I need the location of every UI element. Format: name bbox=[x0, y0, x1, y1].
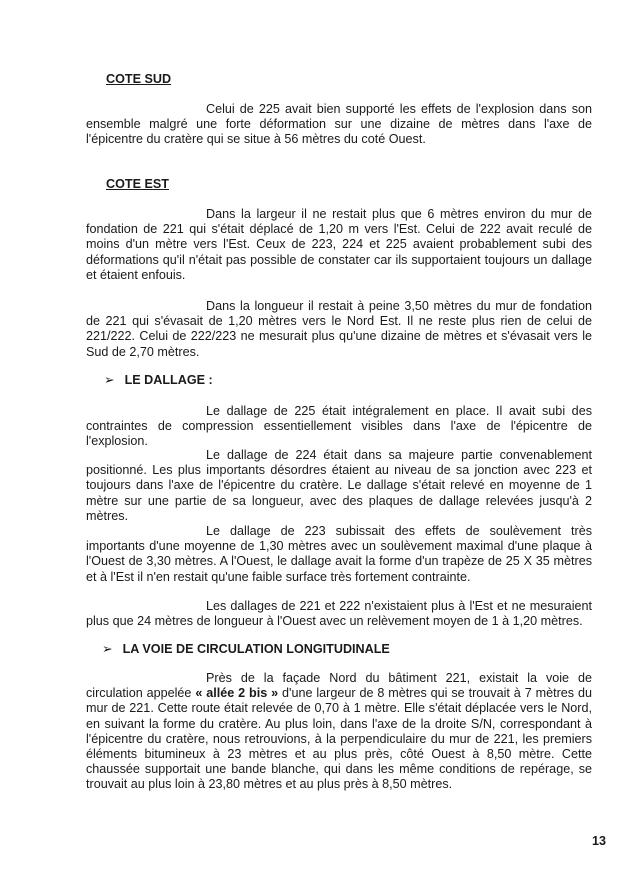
cote-est-block-1 bbox=[86, 207, 592, 283]
dallage-paragraph-4: Les dallages de 221 et 222 n'existaient plus à l'Est et ne mesuraient plus que 24 mètres de longueur à l'Ouest avec un relèvement moyen de 1 à 1,20 mètres. bbox=[86, 599, 592, 629]
heading-dallage bbox=[104, 372, 213, 387]
voie-text-start: Près de la façade Nord du bâtiment 221, existait la voie de circulation appelée bbox=[86, 671, 592, 701]
dallage-paragraph-3: Le dallage de 223 subissait des effets de soulèvement très importants d'une moyenne de 1,30 mètres avec un soulèvement maximal d'une plaque à l'Ouest de 3,30 mètres. A l'Ouest, le dallage avait la forme d'un trapèze de 25 X 35 mètres et à l'Est il n'en restait qu'une faible surface très fortement contrainte. bbox=[86, 524, 592, 584]
heading-cote-est: COTE EST bbox=[106, 177, 169, 191]
heading-cote-sud: COTE SUD bbox=[106, 72, 172, 86]
dallage-block-2 bbox=[86, 448, 592, 524]
arrow-bullet-icon: ➢ bbox=[104, 373, 115, 387]
voie-block bbox=[86, 671, 592, 793]
allee-2-bis-label: « allée 2 bis » bbox=[195, 686, 279, 701]
dallage-block-1 bbox=[86, 404, 592, 450]
cote-est-paragraph-1: Dans la largeur il ne restait plus que 6 mètres environ du mur de fondation de 221 qui s'était déplacé de 1,20 m vers l'Est. Celui de 222 avait reculé de moins d'un mètre vers l'Est. Ceux de 223, 224 et 225 avaient probablement subi des déformations qu'il n'était pas possible de constater car ils supportaient toujours un dallage et étaient enfouis. bbox=[86, 207, 592, 282]
heading-voie-label: LA VOIE DE CIRCULATION LONGITUDINALE bbox=[122, 642, 390, 656]
cote-est-block-2 bbox=[86, 299, 592, 360]
cote-est-paragraph-2: Dans la longueur il restait à peine 3,50 mètres du mur de fondation de 221 qui s'évasait de 1,20 mètres vers le Nord Est. Il ne reste plus rien de celui de 221/222. Celui de 222/223 ne mesurait plus qu'une dizaine de mètres et s'évasait vers le Sud de 2,70 mètres. bbox=[86, 299, 592, 359]
page-number: 13 bbox=[592, 834, 607, 848]
dallage-block-3 bbox=[86, 524, 592, 585]
arrow-bullet-icon: ➢ bbox=[102, 642, 113, 656]
cote-sud-paragraph: Celui de 225 avait bien supporté les effets de l'explosion dans son ensemble malgré une forte déformation sur une dizaine de mètres dans l'axe de l'épicentre du cratère qui se situe à 56 mètres du coté Ouest. bbox=[86, 102, 592, 147]
voie-paragraph bbox=[86, 671, 592, 793]
heading-voie-circulation bbox=[102, 641, 390, 656]
cote-sud-block bbox=[86, 102, 592, 148]
dallage-paragraph-2: Le dallage de 224 était dans sa majeure partie convenablement positionné. Les plus importants désordres étaient au niveau de sa jonction avec 223 et toujours dans l'axe de l'épicentre du cratère. Le dallage s'était relevé en moyenne de 1 mètre sur une partie de sa longueur, avec des plaques de dallage relevées jusqu'à 2 mètres. bbox=[86, 448, 592, 523]
dallage-paragraph-1: Le dallage de 225 était intégralement en place. Il avait subi des contraintes de compression essentiellement visibles dans l'axe de l'épicentre de l'explosion. bbox=[86, 404, 592, 449]
dallage-block-4 bbox=[86, 599, 592, 629]
heading-dallage-label: LE DALLAGE : bbox=[124, 373, 213, 387]
voie-text-end: d'une largeur de 8 mètres qui se trouvait à 7 mètres du mur de 221. Cette route était relevée de 0,70 à 1 mètre. Elle s'était déplacée vers le Nord, en suivant la forme du cratère. Au plus loin, dans l'axe de la droite S/N, correspondant à l'épicentre du cratère, nous retrouvions, à la perpendiculaire du mur de 221, les premiers éléments bitumineux à 23 mètres et au plus près, côté Ouest à 8,50 mètre. Cette chaussée supportait une bande blanche, qui dans les même conditions de repérage, se trouvait au plus loin à 23,80 mètres et au plus près à 8,50 mètres. bbox=[86, 686, 592, 792]
